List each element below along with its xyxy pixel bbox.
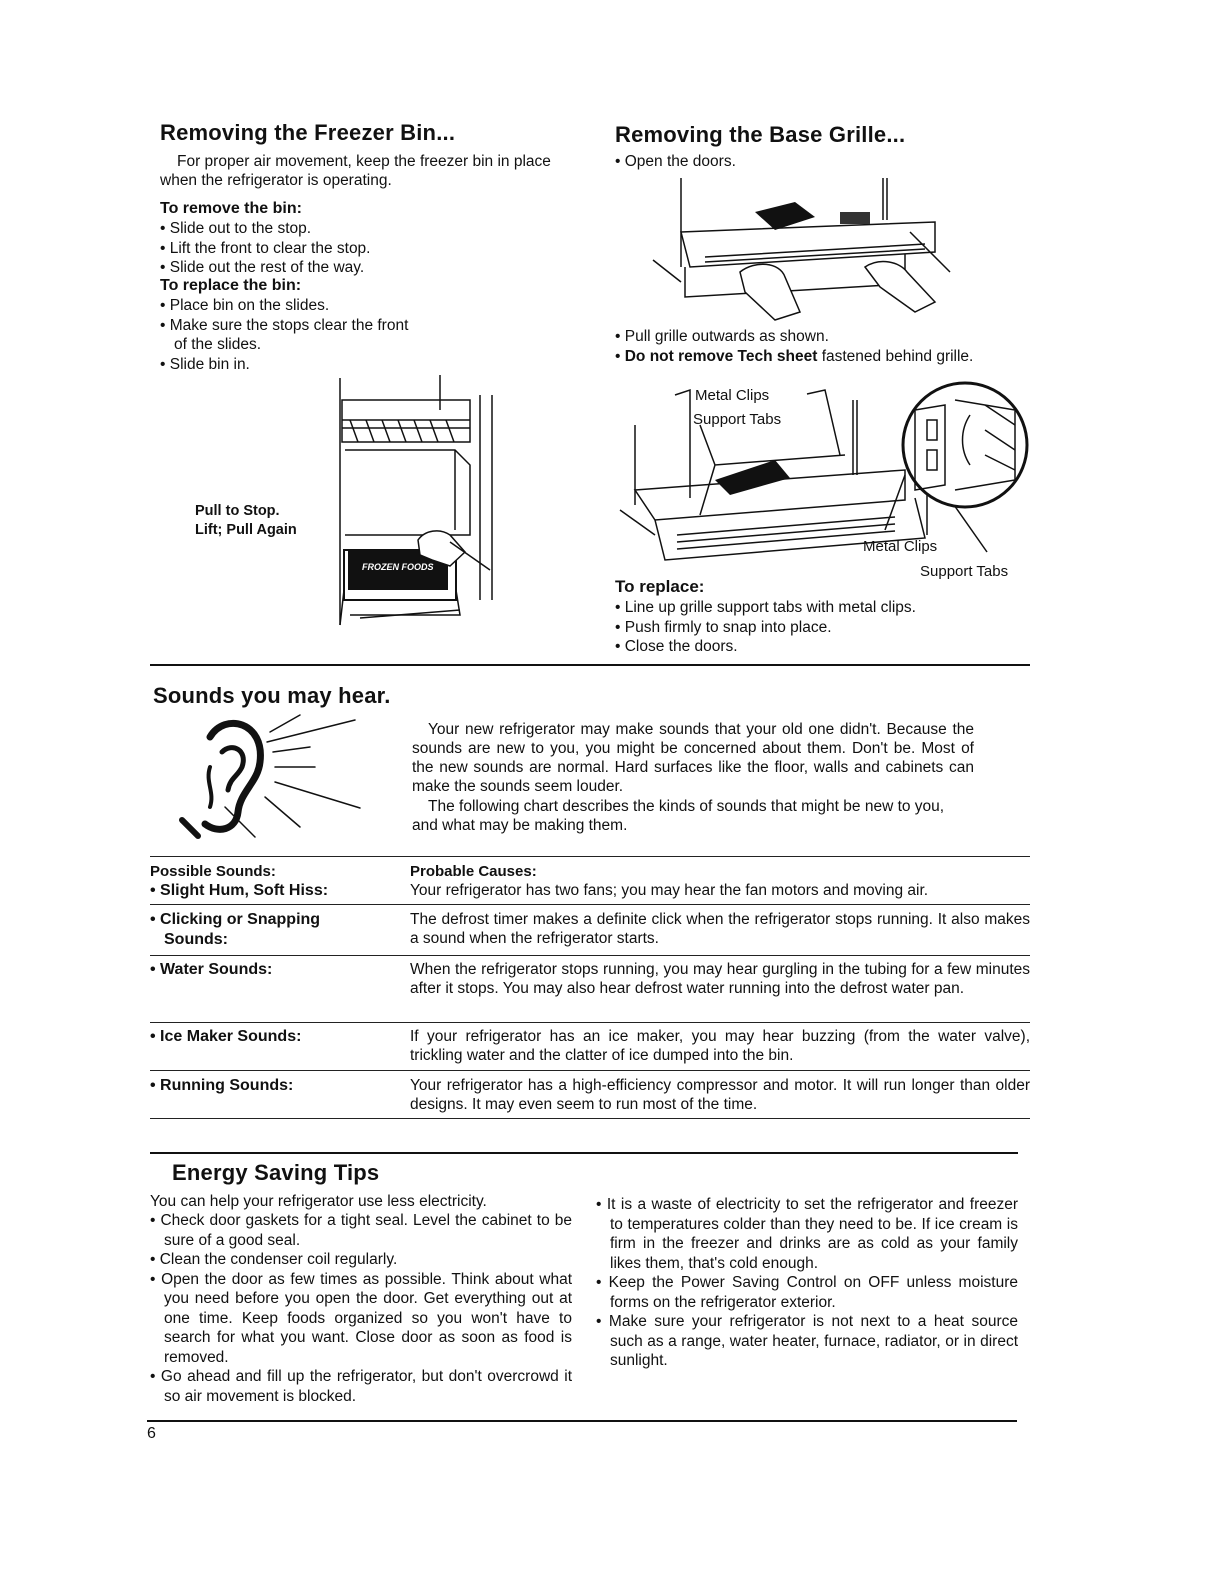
list-item: • Line up grille support tabs with metal clips. bbox=[615, 598, 916, 618]
list-item: • Make sure your refrigerator is not next to a heat source such as a range, water heater, furnace, radiator, or in direct sunlight. bbox=[596, 1312, 1018, 1371]
grille-replace-heading: To replace: bbox=[615, 577, 705, 596]
freezer-bin-illustration bbox=[300, 370, 510, 640]
replace-bin-heading: To replace the bin: bbox=[160, 277, 302, 294]
sound-name: • Water Sounds: bbox=[150, 961, 273, 978]
remove-bin-heading: To remove the bin: bbox=[160, 200, 302, 217]
warning-bold: Do not remove Tech sheet bbox=[624, 348, 818, 365]
sound-name: • Clicking or Snapping Sounds: bbox=[150, 911, 321, 948]
top-metal-clips-label: Metal Clips bbox=[695, 387, 770, 404]
grille-replace-steps bbox=[615, 598, 916, 657]
sound-name: • Running Sounds: bbox=[150, 1077, 294, 1094]
list-item: • Slide out to the stop. bbox=[160, 219, 420, 239]
grille-clips-illustration bbox=[615, 370, 1035, 585]
list-item: • Clean the condenser coil regularly. bbox=[150, 1250, 572, 1270]
row-divider bbox=[150, 1022, 1030, 1023]
sound-name: • Ice Maker Sounds: bbox=[150, 1028, 302, 1045]
grille-pull-step bbox=[615, 327, 829, 347]
sound-cause: Your refrigerator has two fans; you may hear the fan motors and moving air. bbox=[410, 882, 929, 899]
callout-line-2: Lift; Pull Again bbox=[195, 522, 297, 538]
energy-intro: You can help your refrigerator use less electricity. bbox=[150, 1193, 487, 1210]
freezer-intro: For proper air movement, keep the freezer bin in place when the refrigerator is operating. bbox=[160, 153, 551, 189]
tech-sheet-warning: • Do not remove Tech sheet fastened behind grille. bbox=[615, 348, 974, 365]
list-item: • Place bin on the slides. bbox=[160, 296, 412, 316]
callout-line-1: Pull to Stop. bbox=[195, 503, 280, 519]
list-item: • It is a waste of electricity to set the refrigerator and freezer to temperatures colder than they need to be. If ice cream is firm in the freezer and drinks are as cold as your family likes them, that's cold enough. bbox=[596, 1195, 1018, 1273]
sound-cause: If your refrigerator has an ice maker, you may hear buzzing (from the water valve), trickling water and the clatter of ice dumped into the bin. bbox=[410, 1028, 1030, 1064]
section-divider bbox=[150, 1152, 1018, 1154]
replace-bin-steps bbox=[160, 296, 412, 374]
sound-cause: The defrost timer makes a definite click when the refrigerator stops running. It also makes a sound when the refrigerator starts. bbox=[410, 911, 1030, 947]
table-top-rule bbox=[150, 856, 1030, 857]
list-item: • Open the doors. bbox=[615, 152, 736, 172]
list-item: • Make sure the stops clear the front of the slides. bbox=[160, 316, 412, 355]
energy-title: Energy Saving Tips bbox=[172, 1160, 380, 1185]
list-item: • Slide bin in. bbox=[160, 355, 412, 375]
list-item: • Close the doors. bbox=[615, 637, 916, 657]
ear-icon bbox=[170, 712, 370, 852]
list-item: • Pull grille outwards as shown. bbox=[615, 327, 829, 347]
top-support-tabs-label: Support Tabs bbox=[693, 411, 782, 428]
page-number: 6 bbox=[147, 1425, 156, 1442]
list-item: • Lift the front to clear the stop. bbox=[160, 239, 420, 259]
row-divider bbox=[150, 955, 1030, 956]
energy-right-tips bbox=[596, 1195, 1018, 1371]
row-divider bbox=[150, 1070, 1030, 1071]
sounds-intro-p1: Your new refrigerator may make sounds that your old one didn't. Because the sounds are new to you, you might be concerned about them. Don't be. Most of the new sounds are normal. Hard surfaces like the floor, walls and cabinets can make the sounds seem louder. bbox=[412, 721, 974, 795]
freezer-callout bbox=[195, 502, 297, 540]
col-header-sounds: Possible Sounds: bbox=[150, 863, 276, 880]
section-divider bbox=[150, 664, 1030, 666]
bottom-metal-clips-label: Metal Clips bbox=[863, 538, 938, 555]
list-item: • Keep the Power Saving Control on OFF unless moisture forms on the refrigerator exterior. bbox=[596, 1273, 1018, 1312]
grille-open-step bbox=[615, 152, 736, 172]
table-bottom-rule bbox=[150, 1118, 1030, 1119]
sounds-intro-p2: The following chart describes the kinds of sounds that might be new to you, and what may be making them. bbox=[412, 798, 945, 834]
remove-bin-steps bbox=[160, 219, 420, 278]
sound-cause: Your refrigerator has a high-efficiency compressor and motor. It will run longer than older designs. It may even seem to run most of the time. bbox=[410, 1077, 1030, 1113]
sounds-title: Sounds you may hear. bbox=[153, 683, 391, 708]
base-grille-illustration bbox=[645, 172, 955, 322]
sound-cause: When the refrigerator stops running, you may hear gurgling in the tubing for a few minutes after it stops. You may also hear defrost water running into the defrost water pan. bbox=[410, 961, 1030, 997]
list-item: • Push firmly to snap into place. bbox=[615, 618, 916, 638]
energy-left-tips bbox=[150, 1211, 572, 1406]
list-item: • Go ahead and fill up the refrigerator, but don't overcrowd it so air movement is blocked. bbox=[150, 1367, 572, 1406]
freezer-title: Removing the Freezer Bin... bbox=[160, 120, 456, 145]
footer-rule bbox=[147, 1420, 1017, 1422]
sound-name: • Slight Hum, Soft Hiss: bbox=[150, 882, 329, 899]
bottom-support-tabs-label: Support Tabs bbox=[920, 563, 1009, 580]
list-item: • Slide out the rest of the way. bbox=[160, 258, 420, 278]
list-item: • Open the door as few times as possible. Think about what you need before you open the door. Get everything out at one time. Keep foods organized so you won't have to search for what you want. Close door as soon as food is removed. bbox=[150, 1270, 572, 1368]
row-divider bbox=[150, 904, 1030, 905]
grille-title: Removing the Base Grille... bbox=[615, 122, 906, 147]
col-header-causes: Probable Causes: bbox=[410, 863, 537, 880]
list-item: • Check door gaskets for a tight seal. Level the cabinet to be sure of a good seal. bbox=[150, 1211, 572, 1250]
warning-rest: fastened behind grille. bbox=[817, 348, 974, 365]
bin-label: FROZEN FOODS bbox=[362, 562, 434, 572]
